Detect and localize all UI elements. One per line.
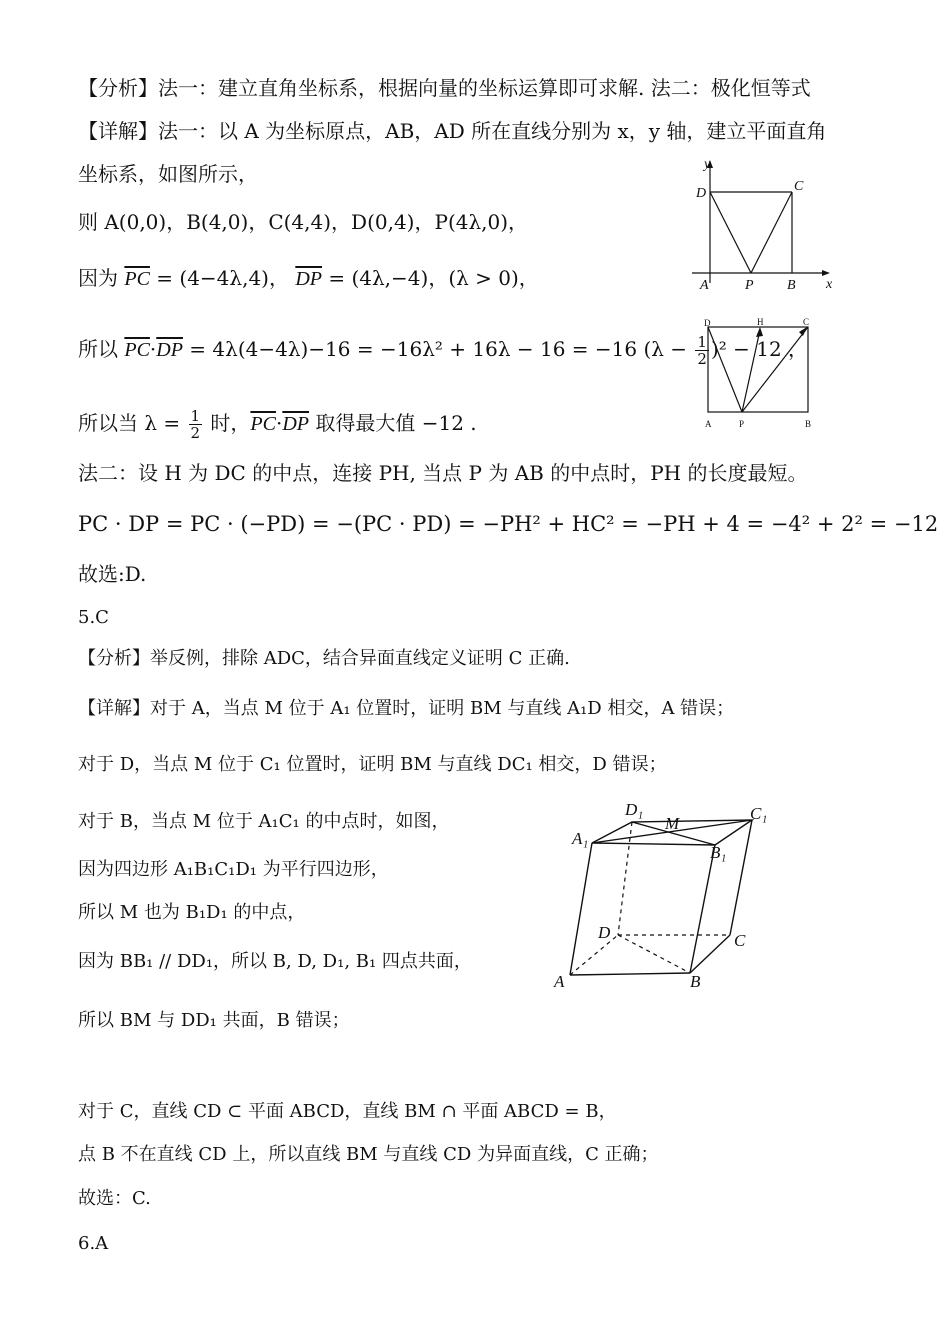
max-mid: 时， [204, 411, 251, 435]
q5-detail-b5: 所以 BM 与 DD₁ 共面，B 错误； [78, 1010, 350, 1031]
half-denominator: 2 [697, 350, 707, 368]
q5-answer: 故选：C. [78, 1188, 151, 1209]
lambda-denominator: 2 [190, 424, 201, 442]
figure-midpoint-square [700, 315, 825, 435]
fig2-label-h: H [757, 317, 764, 327]
q5-detail-b2: 因为四边形 A₁B₁C₁D₁ 为平行四边形， [78, 859, 389, 880]
q5-label: 5.C [78, 607, 109, 628]
vec-dp-value: = (4λ,−4)，(λ > 0)， [322, 266, 539, 290]
fig2-label-d: D [704, 318, 711, 328]
method2-line: 法二：设 H 为 DC 的中点，连接 PH, 当点 P 为 AB 的中点时，PH 的长度最短。 [78, 461, 808, 485]
vec-pc: $\overline{PC}$ [124, 268, 150, 290]
max-prefix: 所以当 λ = [78, 411, 187, 435]
q5-analysis: 【分析】举反例，排除 ADC，结合异面直线定义证明 C 正确. [78, 648, 570, 669]
fig2-label-b: B [805, 419, 812, 429]
max-tail: 取得最大值 −12 . [309, 411, 477, 435]
fig3-label-d: D [598, 923, 611, 942]
fig1-label-a: A [700, 278, 709, 293]
coords-line: 则 A(0,0)，B(4,0)，C(4,4)，D(0,4)，P(4λ,0)， [78, 210, 529, 234]
dot-tail: )² − 12 ， [710, 337, 809, 361]
q5-detail-b4: 因为 BB₁ // DD₁，所以 B, D, D₁, B₁ 四点共面， [78, 951, 472, 972]
q5-detail-a: 【详解】对于 A，当点 M 位于 A₁ 位置时，证明 BM 与直线 A₁D 相交，A 错误； [78, 698, 735, 719]
dot-prefix: 所以 [78, 337, 125, 361]
fig1-label-b: B [787, 278, 796, 293]
fig3-label-a: A [554, 972, 565, 991]
fig3-label-c1: C₁ [750, 804, 768, 823]
fig3-label-b1: B₁ [710, 843, 727, 862]
vectors-line [78, 266, 539, 291]
lambda-fraction [189, 408, 203, 441]
q5-detail-d: 对于 D，当点 M 位于 C₁ 位置时，证明 BM 与直线 DC₁ 相交，D 错误； [78, 754, 667, 775]
vec-dp: $\overline{DP}$ [295, 268, 322, 290]
fig3-label-b: B [690, 972, 701, 991]
q5-detail-b1: 对于 B，当点 M 位于 A₁C₁ 的中点时，如图， [78, 811, 450, 832]
dot-expression: = 4λ(4−4λ)−16 = −16λ² + 16λ − 16 = −16 (λ − [182, 337, 694, 361]
q5-detail-b3: 所以 M 也为 B₁D₁ 的中点， [78, 902, 306, 923]
vec-pc: $\overline{PC}$ [124, 339, 150, 361]
q5-detail-c1: 对于 C，直线 CD ⊂ 平面 ABCD，直线 BM ∩ 平面 ABCD = B， [78, 1101, 617, 1122]
polarization-line: PC · DP = PC · (−PD) = −(PC · PD) = −PH² + HC² = −PH + 4 = −4² + 2² = −12 [78, 512, 939, 536]
vec-pc-value: = (4−4λ,4)， [149, 266, 289, 290]
figure-parallelepiped [550, 795, 790, 995]
dot-product-line: 所以 $\overline{PC}\cdot\overline{DP} = 4\lambda(4-4\lambda)-16 = -16\lambda^2 + 16\lambda - 16 = -16$ (λ − $\frac{1}{2}$ )² − 12 ， [78, 333, 809, 368]
fig1-label-p: P [745, 278, 754, 293]
fig2-label-c: C [803, 317, 810, 327]
fig3-label-m: M [665, 814, 680, 833]
vec-dp: $\overline{DP}$ [156, 339, 183, 361]
fig3-label-a1: A₁ [572, 829, 589, 848]
max-line: 所以当 λ = $\frac{1}{2}$ 时，$\overline{PC}\cdot\overline{DP}$ 取得最大值 −12 . [78, 407, 477, 442]
fig1-label-x: x [826, 277, 833, 292]
vec-dp: $\overline{DP}$ [282, 413, 310, 435]
fig3-label-d1: D₁ [625, 800, 644, 819]
fig1-label-c: C [794, 179, 804, 194]
detail-line-1: 【详解】法一：以 A 为坐标原点，AB，AD 所在直线分别为 x，y 轴，建立平面直角 [78, 119, 827, 143]
answer-d: 故选:D. [78, 562, 147, 586]
vec-pc: $\overline{PC}$ [250, 413, 276, 435]
detail-line-2: 坐标系，如图所示， [78, 162, 258, 186]
half-numerator: 1 [697, 333, 707, 351]
fig2-label-a: A [705, 419, 712, 429]
analysis-line: 【分析】法一：建立直角坐标系，根据向量的坐标运算即可求解. 法二：极化恒等式 [78, 76, 811, 100]
fig1-label-y: y [704, 157, 711, 172]
fig1-label-d: D [696, 186, 707, 201]
fig2-label-p: P [739, 419, 745, 429]
vectors-prefix: 因为 [78, 266, 125, 290]
figure-coordinate-square [680, 150, 840, 300]
lambda-numerator: 1 [190, 407, 201, 425]
q5-detail-c2: 点 B 不在直线 CD 上，所以直线 BM 与直线 CD 为异面直线，C 正确； [78, 1144, 659, 1165]
fig3-label-c: C [734, 931, 746, 950]
q6-label: 6.A [78, 1233, 109, 1254]
